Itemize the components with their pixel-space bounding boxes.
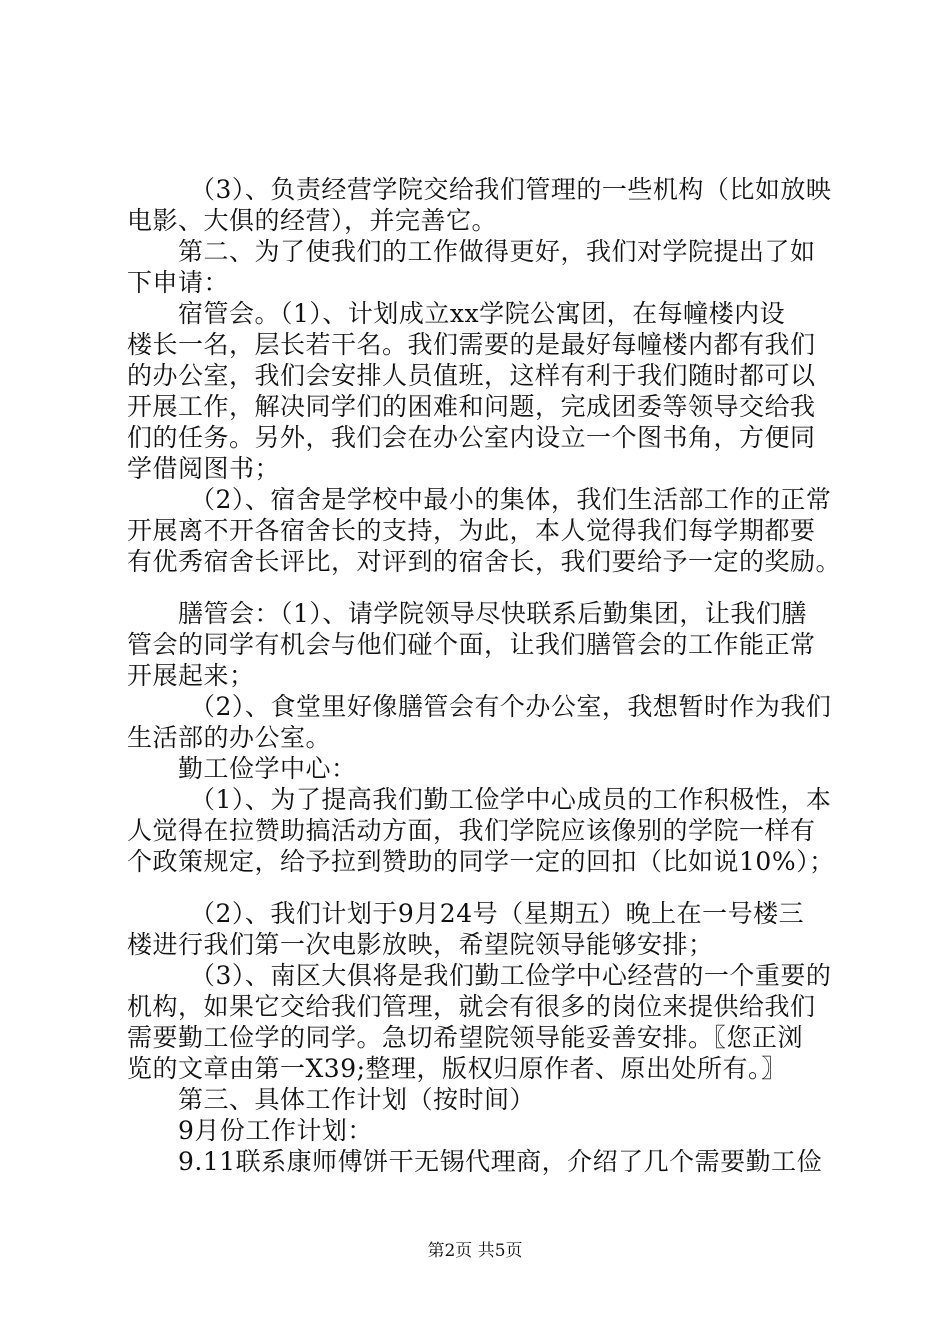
text-line: 人觉得在拉赞助搞活动方面，我们学院应该像别的学院一样有 xyxy=(127,816,816,845)
text-line: 览的文章由第一X39;整理，版权归原作者、原出处所有。〗 xyxy=(127,1054,787,1083)
text-line: 宿管会。（1）、计划成立xx学院公寓团，在每幢楼内设 xyxy=(178,299,786,328)
text-line: （3）、负责经营学院交给我们管理的一些机构（比如放映 xyxy=(190,175,832,204)
text-line: （2）、食堂里好像膳管会有个办公室，我想暂时作为我们 xyxy=(190,692,832,721)
text-line: 管会的同学有机会与他们碰个面，让我们膳管会的工作能正常 xyxy=(127,630,816,659)
text-line: 勤工俭学中心： xyxy=(178,754,357,783)
text-line: 开展离不开各宿舍长的支持，为此，本人觉得我们每学期都要 xyxy=(127,516,816,545)
text-line: （3）、南区大俱将是我们勤工俭学中心经营的一个重要的 xyxy=(190,961,832,990)
text-line: 楼进行我们第一次电影放映，希望院领导能够安排； xyxy=(127,930,714,959)
text-line: 的办公室，我们会安排人员值班，这样有利于我们随时都可以 xyxy=(127,361,816,390)
text-line: 膳管会：（1）、请学院领导尽快联系后勤集团，让我们膳 xyxy=(178,599,807,628)
text-line: （1）、为了提高我们勤工俭学中心成员的工作积极性，本 xyxy=(190,785,832,814)
text-line: 生活部的办公室。 xyxy=(127,723,332,752)
text-line: 楼长一名，层长若干名。我们需要的是最好每幢楼内都有我们 xyxy=(127,330,816,359)
text-line: 机构，如果它交给我们管理，就会有很多的岗位来提供给我们 xyxy=(127,992,816,1021)
text-line: 开展工作，解决同学们的困难和问题，完成团委等领导交给我 xyxy=(127,392,816,421)
text-line: 个政策规定，给予拉到赞助的同学一定的回扣（比如说10%）； xyxy=(127,847,835,876)
text-line: 学借阅图书； xyxy=(127,454,281,483)
text-line: 开展起来； xyxy=(127,661,255,690)
text-line: 们的任务。另外，我们会在办公室内设立一个图书角，方便同 xyxy=(127,423,816,452)
text-line: 电影、大俱的经营），并完善它。 xyxy=(127,206,498,235)
text-line: 有优秀宿舍长评比，对评到的宿舍长，我们要给予一定的奖励。 xyxy=(127,547,842,576)
text-line: 下申请： xyxy=(127,268,230,297)
text-line: （2）、我们计划于9月24号（星期五）晚上在一号楼三 xyxy=(190,899,805,928)
page-footer: 第2页 共5页 xyxy=(427,1241,523,1261)
text-line: 9.11联系康师傅饼干无锡代理商，介绍了几个需要勤工俭 xyxy=(178,1147,823,1176)
text-line: 第二、为了使我们的工作做得更好，我们对学院提出了如 xyxy=(178,237,816,266)
text-line: （2）、宿舍是学校中最小的集体，我们生活部工作的正常 xyxy=(190,485,832,514)
text-line: 第三、具体工作计划（按时间） xyxy=(178,1085,536,1114)
text-line: 9月份工作计划： xyxy=(178,1116,373,1145)
text-line: 需要勤工俭学的同学。急切希望院领导能妥善安排。〖您正浏 xyxy=(127,1023,804,1052)
